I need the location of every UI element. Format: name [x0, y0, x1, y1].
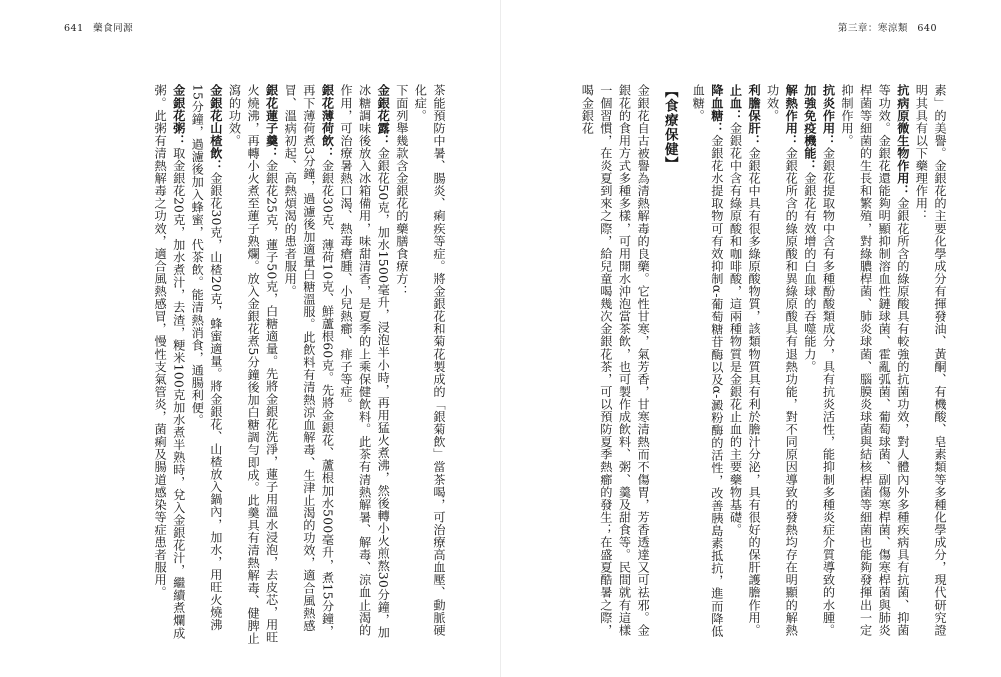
left-page [0, 0, 500, 677]
paragraph-text: 下面列舉幾款含金銀花的藥膳食療方： [394, 84, 409, 298]
paragraph-text: 金銀花自古被譽為清熱解毒的良藥。它性甘寒，氣芳香，甘寒清熱而不傷胃，芳香透達又可祛邪。金銀花的食用方式多種多樣，可用開水沖泡當茶飲，也可製作成飲料、粥、羹及甜食等。民間就有這樣一個習慣，在炎夏到來之際，給兒童喝幾次金銀花茶，可以預防夏季熱癤的發生；在盛夏酷暑之際，喝金銀花 [580, 84, 651, 637]
paragraph-text: 金銀花25克，蓮子50克，白糖適量。先將金銀花洗淨，蓮子用溫水浸泡，去皮芯，用旺火燒沸，再轉小火煮至蓮子熟爛。放入金銀花煮5分鐘後加白糖調勻即成。此羹具有清熱解毒、健脾止瀉的功效。 [227, 84, 279, 645]
paragraph-text: 金銀花所含的綠原酸和異綠原酸具有退熱功能，對不同原因導致的發熱均存在明顯的解熱功效。 [765, 84, 799, 637]
paragraph-text: 素」的美譽。金銀花的主要化學成分有揮發油、黃酮、有機酸、皂素類等多種化學成分，現代研究證明其具有以下藥理作用： [914, 84, 947, 637]
paragraph [281, 84, 337, 646]
left-body-text [28, 84, 448, 646]
right-running-head [838, 20, 943, 34]
paragraph-text: 金銀花中具有很多綠原酸物質，該類物質具有利於膽汁分泌，具有很好的保肝護膽作用。 [747, 146, 762, 637]
paragraph-text: 金銀花所含的綠原酸具有較強的抗菌功效，對人體內外多種疾病具有抗菌、抑菌等功效。金銀花還能夠明顯抑制溶血性鏈球菌、霍亂弧菌、葡萄球菌、副傷寒桿菌、傷寒桿菌與肺炎桿菌等細菌的生長和繁殖，對綠膿桿菌、肺炎球菌、腦膜炎球菌與結核桿菌等細菌也能夠發揮出一定抑制作用。 [840, 84, 910, 637]
left-page-number: 641 [64, 23, 84, 34]
paragraph [912, 84, 949, 646]
paragraph-text: 金銀花50克，加水1500毫升，浸泡半小時，再用猛火煮沸，然後轉小火煎熬30分鐘，加冰糖調味後放入冰箱備用，味甜清香，是夏季的上乘保健飲料。此茶有清熱解暑、解毒、涼血止渴的作用，可治療暑熱口渴、熱毒瘡腫、小兒熱癤、痱子等症。 [339, 84, 391, 639]
paragraph-text: 金銀花有效增的白血球的吞噬能力。 [802, 171, 817, 373]
section-heading: 【食療保健】 [661, 84, 678, 171]
paragraph-text: 金銀花30克，山楂20克，蜂蜜適量。將金銀花、山楂放入鍋內，加水，用旺火燒沸15分鐘，過濾後加入蜂蜜，代茶飲。能清熱消食，通腸利便。 [190, 84, 223, 631]
paragraph-term: 銀花薄荷飲： [320, 84, 335, 160]
paragraph-text: 金銀花水提取物可有效抑制α-葡萄糖苷酶以及α-澱粉酶的活性，改善胰島素抵抗，進而降低血糖。 [691, 84, 724, 638]
paragraph-text: 金銀花中含有綠原酸和咖啡酸，這兩種物質是金銀花止血的主要藥物基礎。 [728, 121, 743, 536]
paragraph-term: 抗病原微生物作用： [895, 84, 910, 197]
paragraph-text: 茶能預防中暑、腸炎、痢疾等症。將金銀花和菊花製成的「銀菊飲」當茶喝，可治療高血壓、動脈硬化症。 [413, 84, 446, 637]
paragraph-term: 解熱作用： [784, 84, 799, 147]
paragraph-term: 金銀花山楂飲： [208, 84, 223, 172]
paragraph-text: 金銀花30克、薄荷10克、鮮蘆根60克。先將金銀花、蘆根加水500毫升，煮15分鐘，再下薄荷煮3分鐘，過濾後加適量白糖溫服。此飲料有清熱涼血解毒、生津止渴的功效，適合風熱感冒、溫病初起、高熱煩渴的患者服用。 [283, 84, 335, 638]
paragraph-term: 金銀花露： [376, 84, 391, 147]
paragraph-term: 加強免疫機能： [802, 84, 817, 172]
paragraph [689, 84, 726, 646]
paragraph [578, 84, 652, 646]
right-page [501, 0, 1001, 677]
paragraph-term: 金銀花粥： [171, 84, 186, 147]
paragraph [763, 84, 800, 646]
paragraph [411, 84, 448, 646]
paragraph-term: 利膽保肝： [747, 84, 762, 147]
paragraph-text: 取金銀花20克，加水煮汁，去渣，粳米100克加水煮半熟時，兌入金銀花汁，繼續煮爛成粥。此粥有清熱解毒之功效，適合風熱感冒，慢性支氣管炎，菌痢及腸道感染等症患者服用。 [153, 84, 186, 640]
paragraph [819, 84, 838, 646]
chapter-title: 第三章：寒涼類 [837, 23, 908, 34]
paragraph-text: 金銀花提取物中含有多種酚酸類成分，具有抗炎活性，能抑制多種炎症介質導致的水腫。 [821, 146, 836, 637]
paragraph [800, 84, 819, 646]
paragraph [392, 84, 411, 646]
right-body-text [529, 84, 949, 646]
paragraph [188, 84, 225, 646]
paragraph [225, 84, 281, 646]
paragraph-term: 抗炎作用： [821, 84, 836, 147]
right-page-number: 640 [917, 23, 937, 34]
left-running-head [58, 20, 133, 34]
book-title: 藥食同源 [93, 23, 134, 34]
paragraph [336, 84, 392, 646]
paragraph-term: 銀花蓮子羹： [264, 84, 279, 160]
paragraph [151, 84, 188, 646]
paragraph [837, 84, 911, 646]
paragraph-term: 止血： [728, 84, 743, 122]
paragraph [726, 84, 745, 646]
paragraph-term: 降血糖： [709, 84, 724, 135]
paragraph [744, 84, 763, 646]
